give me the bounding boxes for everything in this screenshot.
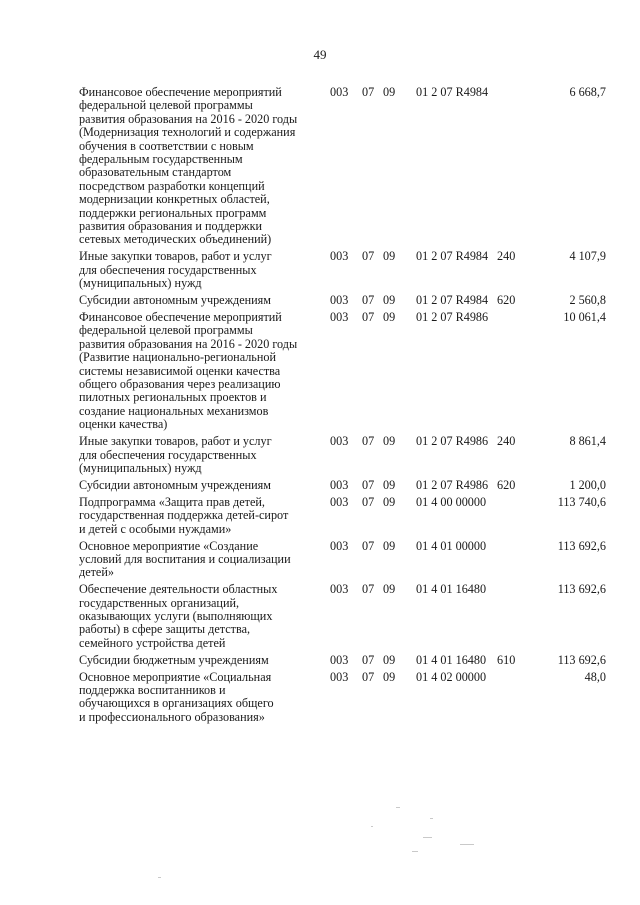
row-name-line: общего образования через реализацию bbox=[79, 377, 281, 392]
row-amount: 113 692,6 bbox=[557, 538, 606, 553]
table-row bbox=[0, 86, 640, 247]
budget-table bbox=[0, 86, 640, 728]
row-ved-code: 003 bbox=[330, 669, 349, 684]
row-name-line: создание национальных механизмов bbox=[79, 403, 269, 418]
row-ved-code: 003 bbox=[330, 582, 349, 597]
row-subsection-code: 09 bbox=[383, 652, 396, 667]
row-amount: 10 061,4 bbox=[563, 310, 606, 324]
row-ved-code: 003 bbox=[330, 85, 349, 99]
scan-speck bbox=[158, 877, 161, 878]
table-row bbox=[0, 435, 640, 475]
row-name-line: поддержки региональных программ bbox=[79, 205, 267, 220]
row-name-line: государственных организаций, bbox=[79, 595, 240, 610]
row-name bbox=[79, 311, 319, 432]
row-section-code: 07 bbox=[362, 434, 375, 449]
row-name-line: и детей с особыми нуждами» bbox=[79, 521, 232, 536]
row-name-line: пилотных региональных проектов и bbox=[79, 390, 267, 405]
row-subsection-code: 09 bbox=[383, 477, 396, 492]
row-name-line: Обеспечение деятельности областных bbox=[79, 582, 278, 597]
row-name-line: посредством разработки концепций bbox=[79, 178, 265, 193]
row-name bbox=[79, 86, 319, 247]
row-name-line: Субсидии автономным учреждениям bbox=[79, 293, 271, 308]
row-name-line: (Развитие национально-региональной bbox=[79, 350, 276, 365]
row-amount: 8 861,4 bbox=[569, 434, 606, 449]
row-amount: 113 740,6 bbox=[557, 494, 606, 509]
table-row bbox=[0, 583, 640, 650]
row-name-line: Финансовое обеспечение мероприятий bbox=[79, 310, 282, 324]
scan-speck bbox=[396, 807, 400, 808]
row-subsection-code: 09 bbox=[383, 310, 396, 324]
row-ved-code: 003 bbox=[330, 538, 349, 553]
row-name-line: Основное мероприятие «Социальная bbox=[79, 669, 272, 684]
row-target-article-code: 01 4 02 00000 bbox=[416, 669, 487, 684]
row-name-line: (муниципальных) нужд bbox=[79, 276, 202, 291]
row-ved-code: 003 bbox=[330, 494, 349, 509]
row-section-code: 07 bbox=[362, 293, 375, 308]
row-name bbox=[79, 294, 319, 307]
row-ved-code: 003 bbox=[330, 434, 349, 449]
row-subsection-code: 09 bbox=[383, 538, 396, 553]
row-expense-type-code: 240 bbox=[497, 434, 516, 449]
row-ved-code: 003 bbox=[330, 652, 349, 667]
row-name-line: работы) в сфере защиты детства, bbox=[79, 622, 251, 637]
row-ved-code: 003 bbox=[330, 310, 349, 324]
row-ved-code: 003 bbox=[330, 249, 349, 264]
row-subsection-code: 09 bbox=[383, 293, 396, 308]
row-name-line: развития образования на 2016 - 2020 годы bbox=[79, 111, 298, 126]
row-name-line: обучения в соответствии с новым bbox=[79, 138, 254, 153]
scan-speck bbox=[371, 826, 373, 827]
scan-speck bbox=[460, 844, 474, 845]
row-amount: 113 692,6 bbox=[557, 582, 606, 597]
row-section-code: 07 bbox=[362, 582, 375, 597]
row-name-line: условий для воспитания и социализации bbox=[79, 551, 291, 566]
row-subsection-code: 09 bbox=[383, 249, 396, 264]
row-target-article-code: 01 4 01 16480 bbox=[416, 652, 487, 667]
table-row bbox=[0, 654, 640, 667]
row-name-line: развития образования и поддержки bbox=[79, 219, 263, 234]
row-name-line: семейного устройства детей bbox=[79, 635, 226, 650]
row-name bbox=[79, 671, 319, 725]
table-row bbox=[0, 496, 640, 536]
row-subsection-code: 09 bbox=[383, 85, 396, 99]
row-name-line: Финансовое обеспечение мероприятий bbox=[79, 85, 282, 99]
row-expense-type-code: 610 bbox=[497, 652, 516, 667]
table-row bbox=[0, 540, 640, 580]
row-name-line: обучающихся в организациях общего bbox=[79, 696, 274, 711]
row-name-line: Субсидии бюджетным учреждениям bbox=[79, 652, 269, 667]
row-section-code: 07 bbox=[362, 669, 375, 684]
row-name-line: поддержка воспитанников и bbox=[79, 683, 226, 698]
row-subsection-code: 09 bbox=[383, 582, 396, 597]
row-expense-type-code: 240 bbox=[497, 249, 516, 264]
row-expense-type-code: 620 bbox=[497, 293, 516, 308]
row-ved-code: 003 bbox=[330, 293, 349, 308]
row-section-code: 07 bbox=[362, 494, 375, 509]
table-row bbox=[0, 479, 640, 492]
row-name-line: государственная поддержка детей-сирот bbox=[79, 508, 289, 523]
row-section-code: 07 bbox=[362, 477, 375, 492]
row-section-code: 07 bbox=[362, 249, 375, 264]
row-amount: 2 560,8 bbox=[569, 293, 606, 308]
row-section-code: 07 bbox=[362, 538, 375, 553]
row-name-line: детей» bbox=[79, 565, 114, 580]
row-subsection-code: 09 bbox=[383, 434, 396, 449]
row-section-code: 07 bbox=[362, 85, 375, 99]
row-name-line: для обеспечения государственных bbox=[79, 262, 257, 277]
row-name-line: федеральным государственным bbox=[79, 152, 243, 167]
table-row bbox=[0, 311, 640, 432]
row-name-line: образовательным стандартом bbox=[79, 165, 232, 180]
row-name bbox=[79, 435, 319, 475]
row-name bbox=[79, 583, 319, 650]
row-amount: 1 200,0 bbox=[569, 477, 606, 492]
row-name-line: Основное мероприятие «Создание bbox=[79, 538, 259, 553]
page-number: 49 bbox=[313, 47, 327, 62]
row-amount: 4 107,9 bbox=[569, 249, 606, 264]
row-name bbox=[79, 250, 319, 290]
row-name-line: Иные закупки товаров, работ и услуг bbox=[79, 249, 272, 264]
row-amount: 6 668,7 bbox=[569, 85, 606, 99]
row-name-line: для обеспечения государственных bbox=[79, 447, 257, 462]
table-row bbox=[0, 671, 640, 725]
row-target-article-code: 01 2 07 R4986 bbox=[416, 477, 489, 492]
row-name-line: и профессионального образования» bbox=[79, 709, 265, 724]
table-row bbox=[0, 294, 640, 307]
row-expense-type-code: 620 bbox=[497, 477, 516, 492]
row-target-article-code: 01 2 07 R4986 bbox=[416, 434, 489, 449]
row-name-line: Подпрограмма «Защита прав детей, bbox=[79, 494, 265, 509]
scan-speck bbox=[430, 818, 433, 819]
row-target-article-code: 01 4 01 16480 bbox=[416, 582, 487, 597]
row-section-code: 07 bbox=[362, 652, 375, 667]
row-target-article-code: 01 2 07 R4984 bbox=[416, 293, 489, 308]
scan-speck bbox=[412, 851, 418, 852]
row-target-article-code: 01 4 01 00000 bbox=[416, 538, 487, 553]
row-name-line: Иные закупки товаров, работ и услуг bbox=[79, 434, 272, 449]
row-name bbox=[79, 479, 319, 492]
scan-speck bbox=[423, 837, 432, 838]
row-amount: 48,0 bbox=[584, 669, 606, 684]
row-name-line: оценки качества) bbox=[79, 417, 168, 432]
row-target-article-code: 01 2 07 R4986 bbox=[416, 310, 489, 324]
row-section-code: 07 bbox=[362, 310, 375, 324]
row-target-article-code: 01 4 00 00000 bbox=[416, 494, 487, 509]
row-name-line: сетевых методических объединений) bbox=[79, 232, 272, 247]
row-name-line: системы независимой оценки качества bbox=[79, 363, 281, 378]
row-name-line: (Модернизация технологий и содержания bbox=[79, 125, 296, 140]
row-name bbox=[79, 540, 319, 580]
row-name-line: (муниципальных) нужд bbox=[79, 460, 202, 475]
row-name-line: модернизации конкретных областей, bbox=[79, 192, 270, 207]
row-amount: 113 692,6 bbox=[557, 652, 606, 667]
row-target-article-code: 01 2 07 R4984 bbox=[416, 249, 489, 264]
row-target-article-code: 01 2 07 R4984 bbox=[416, 85, 489, 99]
row-name bbox=[79, 654, 319, 667]
row-name-line: федеральной целевой программы bbox=[79, 323, 253, 338]
row-name-line: оказывающих услуги (выполняющих bbox=[79, 609, 273, 624]
row-name-line: федеральной целевой программы bbox=[79, 98, 253, 113]
row-subsection-code: 09 bbox=[383, 669, 396, 684]
row-name-line: развития образования на 2016 - 2020 годы bbox=[79, 336, 298, 351]
table-row bbox=[0, 250, 640, 290]
row-name bbox=[79, 496, 319, 536]
row-subsection-code: 09 bbox=[383, 494, 396, 509]
row-ved-code: 003 bbox=[330, 477, 349, 492]
row-name-line: Субсидии автономным учреждениям bbox=[79, 477, 271, 492]
